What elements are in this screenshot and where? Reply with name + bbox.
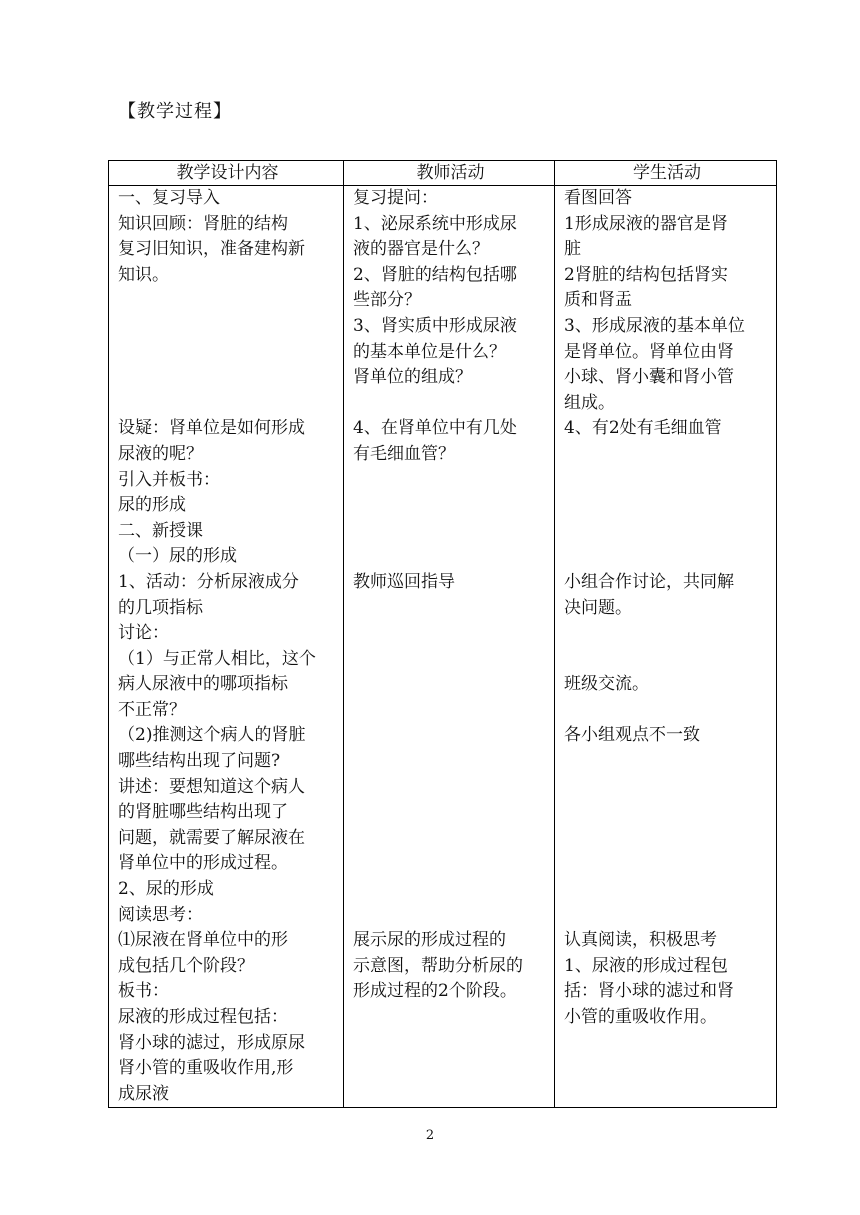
cell-text-line bbox=[353, 621, 548, 647]
cell-text-line bbox=[353, 877, 548, 903]
cell-text-line bbox=[118, 340, 337, 366]
cell-text-line bbox=[564, 826, 770, 852]
cell-text-line bbox=[353, 800, 548, 826]
cell-text-line: 引入并板书： bbox=[118, 469, 220, 490]
cell-text-line: 1、活动：分析尿液成分 bbox=[118, 571, 299, 592]
cell-text-line bbox=[564, 775, 770, 801]
cell-text-line: 小管的重吸收作用。 bbox=[564, 1007, 717, 1027]
cell-text-line: 些部分？ bbox=[353, 290, 421, 311]
cell-text-line: 教师巡回指导 bbox=[353, 571, 455, 592]
cell-text-line: 决问题。 bbox=[564, 597, 632, 618]
cell-text-line: 4、在肾单位中有几处 bbox=[353, 418, 517, 439]
cell-text-line: 复习旧知识，准备建构新 bbox=[118, 239, 305, 260]
cell-text-line: 肾单位的组成？ bbox=[353, 367, 472, 388]
cell-text-line: 示意图，帮助分析尿的 bbox=[353, 955, 523, 976]
cell-text-line bbox=[564, 621, 770, 647]
cell-text-line bbox=[118, 365, 337, 391]
cell-text-line: 各小组观点不一致 bbox=[564, 725, 700, 746]
cell-text-line: 看图回答 bbox=[564, 188, 632, 208]
cell-text-line: 1、泌尿系统中形成尿 bbox=[353, 213, 517, 234]
cell-text-line: 的几项指标 bbox=[118, 597, 203, 618]
cell-text-line bbox=[353, 672, 548, 698]
cell-text-line: 1形成尿液的器官是肾 bbox=[564, 213, 728, 234]
cell-text-line bbox=[353, 493, 548, 519]
cell-text-line: ⑴尿液在肾单位中的形 bbox=[118, 930, 288, 951]
cell-text-line: 形成过程的2个阶段。 bbox=[353, 981, 517, 1002]
cell-text-line: 知识。 bbox=[118, 264, 169, 285]
cell-text-line bbox=[353, 903, 548, 929]
cell-text-line: 讲述：要想知道这个病人 bbox=[118, 776, 305, 797]
cell-text-line: 质和肾盂 bbox=[564, 290, 632, 311]
lesson-table bbox=[108, 160, 777, 1108]
cell-text-line: 肾小管的重吸收作用,形 bbox=[118, 1058, 294, 1079]
cell-text-line bbox=[353, 544, 548, 570]
cell-text-line: 展示尿的形成过程的 bbox=[353, 930, 506, 951]
cell-text-line: 有毛细血管？ bbox=[353, 443, 455, 464]
teacher-activity-cell bbox=[344, 186, 555, 1108]
cell-text-line: （2)推测这个病人的肾脏 bbox=[118, 725, 306, 746]
cell-text-line: 是肾单位。肾单位由肾 bbox=[564, 341, 734, 362]
cell-text-line bbox=[564, 877, 770, 903]
cell-text-line: 的肾脏哪些结构出现了 bbox=[118, 802, 288, 823]
cell-text-line bbox=[564, 468, 770, 494]
header-teacher-activity: 教师活动 bbox=[344, 161, 555, 186]
cell-text-line: 3、肾实质中形成尿液 bbox=[353, 315, 517, 336]
cell-text-line bbox=[118, 314, 337, 340]
cell-text-line bbox=[353, 468, 548, 494]
header-design-content: 教学设计内容 bbox=[109, 161, 344, 186]
cell-text-line: 尿的形成 bbox=[118, 495, 186, 516]
section-heading: 【教学过程】 bbox=[118, 101, 232, 122]
cell-text-line bbox=[564, 442, 770, 468]
cell-text-line: 尿液的呢？ bbox=[118, 443, 203, 464]
cell-text-line: 复习提问： bbox=[353, 188, 438, 208]
cell-text-line bbox=[564, 647, 770, 673]
design-content-cell bbox=[109, 186, 344, 1108]
student-activity-cell bbox=[555, 186, 777, 1108]
cell-text-line: 肾小球的滤过，形成原尿 bbox=[118, 1032, 305, 1053]
cell-text-line bbox=[564, 903, 770, 929]
cell-text-line: 知识回顾：肾脏的结构 bbox=[118, 213, 288, 234]
cell-text-line bbox=[353, 596, 548, 622]
cell-text-line: 成包括几个阶段？ bbox=[118, 955, 254, 976]
cell-text-line: 不正常？ bbox=[118, 699, 186, 720]
cell-text-line: 班级交流。 bbox=[564, 674, 649, 695]
cell-text-line bbox=[564, 493, 770, 519]
table-header-row bbox=[109, 161, 777, 186]
cell-text-line bbox=[564, 851, 770, 877]
cell-text-line: 括：肾小球的滤过和肾 bbox=[564, 981, 734, 1002]
cell-text-line: （1）与正常人相比，这个 bbox=[118, 648, 316, 669]
cell-text-line bbox=[564, 519, 770, 545]
cell-text-line: 设疑：肾单位是如何形成 bbox=[118, 418, 305, 439]
cell-text-line: 脏 bbox=[564, 239, 581, 260]
cell-text-line: 成尿液 bbox=[118, 1083, 169, 1104]
cell-text-line bbox=[353, 519, 548, 545]
cell-text-line bbox=[353, 775, 548, 801]
cell-text-line bbox=[564, 698, 770, 724]
cell-text-line: 肾单位中的形成过程。 bbox=[118, 853, 288, 874]
cell-text-line bbox=[564, 544, 770, 570]
cell-text-line: 4、有2处有毛细血管 bbox=[564, 418, 722, 439]
cell-text-line: 讨论： bbox=[118, 623, 169, 644]
cell-text-line: 1、尿液的形成过程包 bbox=[564, 955, 728, 976]
cell-text-line: 二、新授课 bbox=[118, 520, 203, 541]
cell-text-line bbox=[564, 749, 770, 775]
page-number: 2 bbox=[425, 1128, 435, 1143]
cell-text-line bbox=[118, 391, 337, 417]
cell-text-line: 板书： bbox=[118, 981, 169, 1002]
cell-text-line bbox=[353, 647, 548, 673]
cell-text-line bbox=[353, 826, 548, 852]
cell-text-line bbox=[353, 723, 548, 749]
cell-text-line: 的基本单位是什么？ bbox=[353, 341, 506, 362]
cell-text-line: 病人尿液中的哪项指标 bbox=[118, 674, 288, 695]
cell-text-line: 认真阅读，积极思考 bbox=[564, 930, 717, 951]
header-student-activity: 学生活动 bbox=[555, 161, 777, 186]
cell-text-line: 液的器官是什么？ bbox=[353, 239, 489, 260]
cell-text-line bbox=[564, 800, 770, 826]
cell-text-line: 3、形成尿液的基本单位 bbox=[564, 315, 745, 336]
cell-text-line: 阅读思考： bbox=[118, 904, 203, 925]
cell-text-line: 尿液的形成过程包括： bbox=[118, 1007, 288, 1027]
cell-text-line: 小组合作讨论，共同解 bbox=[564, 571, 734, 592]
cell-text-line: 2、尿的形成 bbox=[118, 879, 214, 900]
cell-text-line: 一、复习导入 bbox=[118, 188, 220, 208]
cell-text-line: 组成。 bbox=[564, 392, 615, 413]
cell-text-line bbox=[353, 851, 548, 877]
cell-text-line bbox=[118, 288, 337, 314]
cell-text-line: 2、肾脏的结构包括哪 bbox=[353, 264, 517, 285]
cell-text-line bbox=[353, 391, 548, 417]
table-body-row bbox=[109, 186, 777, 1108]
cell-text-line bbox=[353, 698, 548, 724]
cell-text-line: 哪些结构出现了问题? bbox=[118, 751, 281, 772]
cell-text-line: 2肾脏的结构包括肾实 bbox=[564, 264, 728, 285]
cell-text-line: 问题，就需要了解尿液在 bbox=[118, 827, 305, 848]
cell-text-line bbox=[353, 749, 548, 775]
cell-text-line: 小球、肾小囊和肾小管 bbox=[564, 367, 734, 388]
cell-text-line: （一）尿的形成 bbox=[118, 546, 237, 567]
